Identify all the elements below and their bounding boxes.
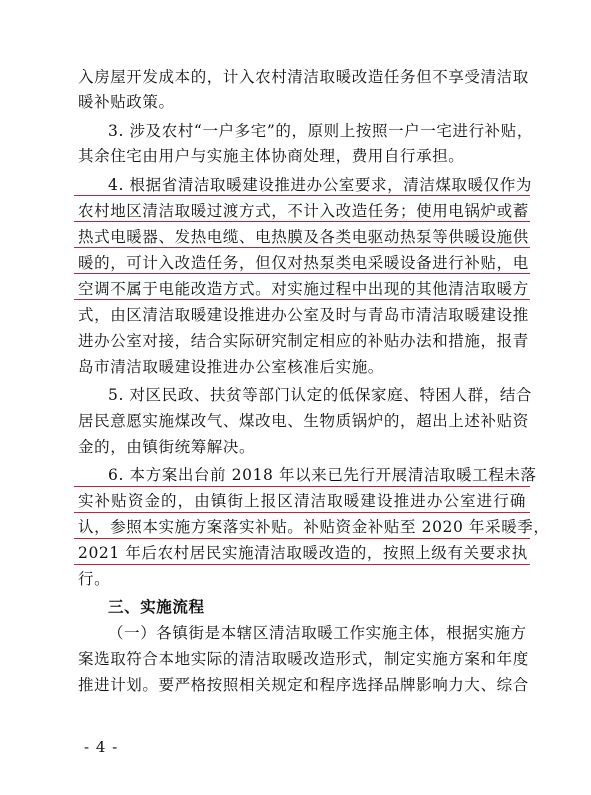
body-line: 行。 — [78, 570, 111, 588]
body-line: 农村地区清洁取暖过渡方式，不计入改造任务；使用电锅炉或蓄 — [78, 202, 529, 220]
body-line: 2021 年后农村居民实施清洁取暖改造的，按照上级有关要求执 — [78, 544, 528, 562]
page-number: - 4 - — [84, 738, 119, 756]
body-line: 热式电暖器、发热电缆、电热膜及各类电驱动热泵等供暖设施供 — [78, 228, 529, 246]
body-line: 6. 本方案出台前 2018 年以来已先行开展清洁取暖工程未落 — [108, 466, 537, 484]
body-line: 入房屋开发成本的，计入农村清洁取暖改造任务但不享受清洁取 — [78, 68, 529, 86]
body-line: 其余住宅由用户与实施主体协商处理，费用自行承担。 — [78, 147, 465, 165]
body-line: 岛市清洁取暖建设推进办公室核准后实施。 — [78, 358, 384, 376]
annotation-underline — [74, 486, 530, 487]
body-line: 金的，由镇街统筹解决。 — [78, 438, 256, 456]
body-line: 案选取符合本地实际的清洁取暖改造形式，制定实施方案和年度 — [78, 650, 529, 668]
annotation-underline — [74, 564, 530, 565]
body-line: 5. 对区民政、扶贫等部门认定的低保家庭、特困人群，结合 — [108, 386, 533, 404]
body-line: 空调不属于电能改造方式。对实施过程中出现的其他清洁取暖方 — [78, 280, 529, 298]
annotation-underline — [74, 195, 530, 196]
body-line: 认，参照本实施方案落实补贴。补贴资金补贴至 2020 年采暖季， — [78, 518, 550, 536]
annotation-underline — [74, 221, 530, 222]
body-line: 式，由区清洁取暖建设推进办公室及时与青岛市清洁取暖建设推 — [78, 306, 529, 324]
annotation-underline — [74, 538, 530, 539]
body-line: 暖的，可计入改造任务，但仅对热泵类电采暖设备进行补贴，电 — [78, 254, 529, 272]
body-line: 推进计划。要严格按照相关规定和程序选择品牌影响力大、综合 — [78, 676, 529, 694]
annotation-underline — [74, 273, 530, 274]
annotation-underline — [74, 512, 530, 513]
body-line: 居民意愿实施煤改气、煤改电、生物质锅炉的，超出上述补贴资 — [78, 412, 529, 430]
annotation-underline — [74, 299, 530, 300]
body-line: 3. 涉及农村“一户多宅”的，原则上按照一户一宅进行补贴， — [108, 122, 533, 140]
body-line: 4. 根据省清洁取暖建设推进办公室要求，清洁煤取暖仅作为 — [108, 176, 533, 194]
body-line: （一）各镇街是本辖区清洁取暖工作实施主体，根据实施方 — [108, 624, 527, 642]
body-line: 实补贴资金的，由镇街上报区清洁取暖建设推进办公室进行确 — [78, 492, 526, 510]
section-heading: 三、实施流程 — [108, 598, 205, 616]
body-line: 暖补贴政策。 — [78, 93, 175, 111]
body-line: 进办公室对接，结合实际研究制定相应的补贴办法和措施，报青 — [78, 332, 529, 350]
annotation-underline — [74, 247, 530, 248]
